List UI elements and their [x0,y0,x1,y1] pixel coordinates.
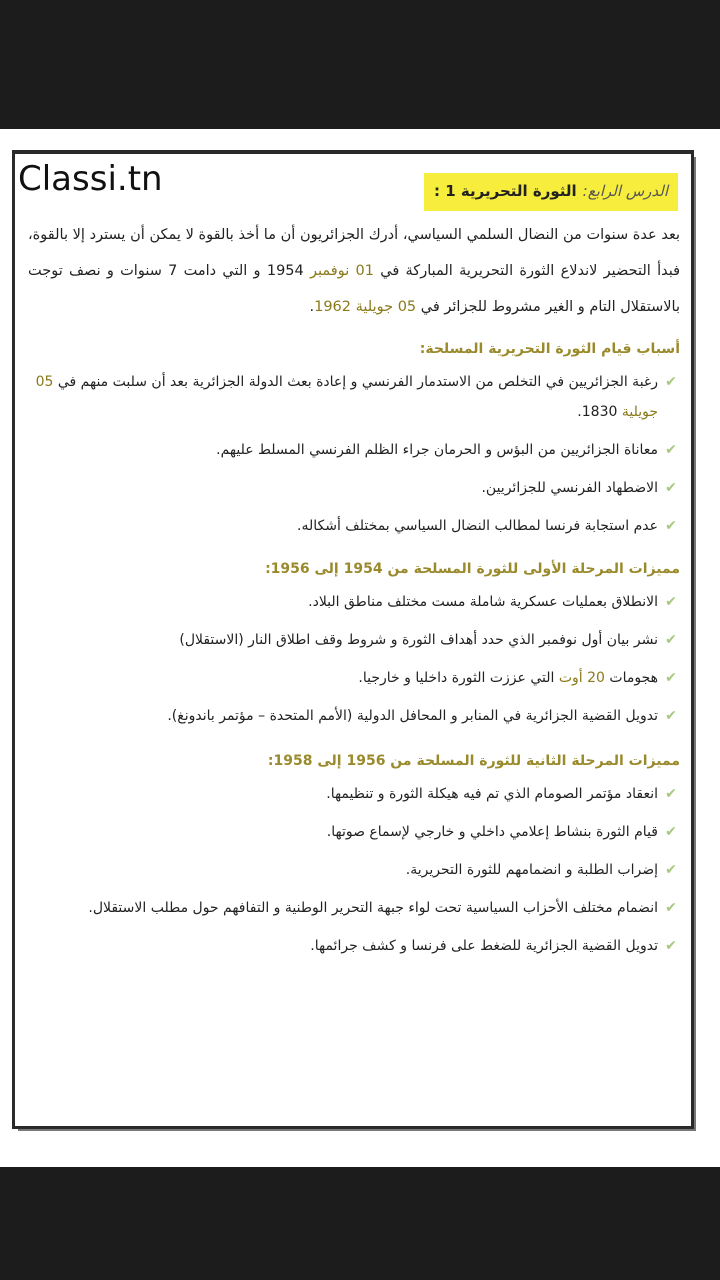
check-icon: ✔ [665,632,677,648]
intro-year-1: 1954 [266,263,311,279]
item-text: عدم استجابة فرنسا لمطالب النضال السياسي بمختلف أشكاله. [297,518,658,534]
item-highlight: 05 جويلية [35,374,658,420]
section-heading: مميزات المرحلة الثانية للثورة المسلحة من 1956 إلى 1958: [267,753,680,769]
lesson-tag: الدرس الرابع: [582,182,668,200]
item-text: تدويل القضية الجزائرية في المنابر و المحافل الدولية (الأمم المتحدة – مؤتمر باندونغ). [167,708,658,724]
item-highlight: 20 أوت [558,670,605,686]
section-heading: أسباب قيام الثورة التحريرية المسلحة: [419,341,680,357]
list-item [28,625,680,655]
bullet-list [28,779,680,961]
item-text: معاناة الجزائريين من البؤس و الحرمان جراء الظلم الفرنسي المسلط عليهم. [216,442,658,458]
lesson-title-text: الثورة التحريرية 1 : [434,182,577,200]
item-text-after: 1830. [577,404,622,420]
lesson-title [424,173,678,211]
check-icon: ✔ [665,442,677,458]
bottom-black-bar [0,1167,720,1280]
intro-date-1: 01 نوفمبر [310,263,374,279]
check-icon: ✔ [665,938,677,954]
list-item [28,779,680,809]
list-item [28,511,680,541]
section-heading: مميزات المرحلة الأولى للثورة المسلحة من 1954 إلى 1956: [265,561,680,577]
item-text: إضراب الطلبة و انضمامهم للثورة التحريرية. [405,862,658,878]
item-text: رغبة الجزائريين في التخلص من الاستدمار الفرنسي و إعادة بعث الدولة الجزائرية بعد أن سلبت منهم في [53,374,658,390]
bullet-list [28,367,680,541]
list-item [28,587,680,617]
list-item [28,473,680,503]
check-icon: ✔ [665,862,677,878]
item-text: الاضطهاد الفرنسي للجزائريين. [481,480,658,496]
brand-watermark: Classi.tn [18,159,169,203]
check-icon: ✔ [665,824,677,840]
item-text: انضمام مختلف الأحزاب السياسية تحت لواء جبهة التحرير الوطنية و التفافهم حول مطلب الاستقلال. [88,900,658,916]
document-page [0,129,720,1167]
check-icon: ✔ [665,670,677,686]
check-icon: ✔ [665,480,677,496]
intro-text-1: بعد عدة سنوات من النضال السلمي السياسي، أدرك الجزائريون أن ما أخذ بالقوة لا يمكن أن يسترد إلا بالقوة، فبدأ التحضير لاندلاع الثورة التحريرية المباركة في [28,227,681,279]
check-icon: ✔ [665,708,677,724]
intro-text-3: . [309,299,315,315]
list-item [28,931,680,961]
lesson-content [28,217,680,969]
bullet-list [28,587,680,731]
intro-text-2: و التي دامت 7 سنوات و نصف توجت بالاستقلال التام و الغير مشروط للجزائر في [28,263,680,315]
item-text: الانطلاق بعمليات عسكرية شاملة مست مختلف مناطق البلاد. [308,594,658,610]
intro-paragraph [28,217,680,325]
item-text-after: التي عززت الثورة داخليا و خارجيا. [358,670,559,686]
item-text: نشر بيان أول نوفمبر الذي حدد أهداف الثورة و شروط وقف اطلاق النار (الاستقلال) [179,632,658,648]
sections-container [28,331,680,961]
check-icon: ✔ [665,374,677,390]
item-text: هجومات [604,670,658,686]
item-text: قيام الثورة بنشاط إعلامي داخلي و خارجي لإسماع صوتها. [326,824,658,840]
list-item [28,893,680,923]
list-item [28,435,680,465]
check-icon: ✔ [665,518,677,534]
check-icon: ✔ [665,594,677,610]
list-item [28,663,680,693]
item-text: انعقاد مؤتمر الصومام الذي تم فيه هيكلة الثورة و تنظيمها. [326,786,658,802]
intro-date-2: 05 جويلية 1962 [314,299,417,315]
list-item [28,855,680,885]
list-item [28,817,680,847]
item-text: تدويل القضية الجزائرية للضغط على فرنسا و كشف جرائمها. [310,938,658,954]
list-item [28,367,680,427]
list-item [28,701,680,731]
check-icon: ✔ [665,900,677,916]
check-icon: ✔ [665,786,677,802]
top-black-bar [0,0,720,129]
